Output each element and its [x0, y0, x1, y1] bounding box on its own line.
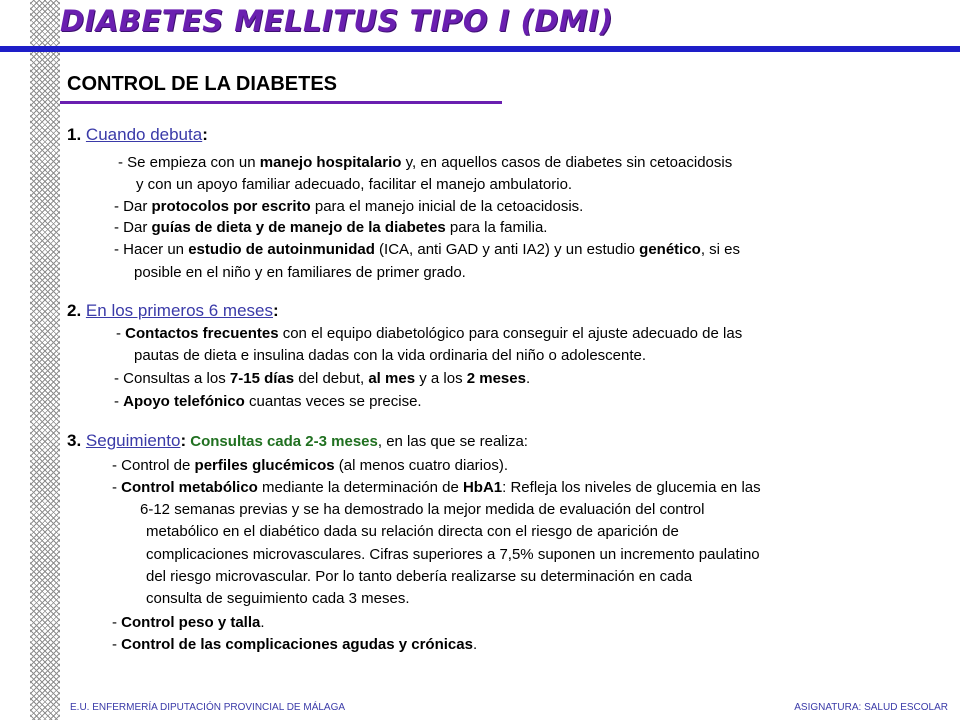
- section-2-line-1: [116, 324, 742, 344]
- text-bold: guías de dieta y de manejo de la diabetes: [151, 219, 446, 236]
- text-bold: Apoyo telefónico: [123, 393, 245, 410]
- section-1-line-2: y con un apoyo familiar adecuado, facilitar el manejo ambulatorio.: [136, 176, 573, 193]
- text: y, en aquellos casos de diabetes sin cetoacidosis: [401, 154, 733, 171]
- section-3-frequency: Consultas cada 2-3 meses: [186, 433, 378, 450]
- text-bold: manejo hospitalario: [259, 154, 402, 171]
- text-bold: HbA1: [462, 479, 503, 496]
- section-1-line-6: posible en el niño y en familiares de primer grado.: [134, 264, 466, 281]
- text-bold: estudio de autoinmunidad: [188, 241, 375, 258]
- text: - Se empieza con un: [118, 154, 260, 171]
- section-3-colon: :: [180, 431, 187, 450]
- section-3-line-5: complicaciones microvasculares. Cifras superiores a 7,5% suponen un incremento paulatino: [146, 546, 760, 563]
- text: para el manejo inicial de la cetoacidosis.: [310, 198, 584, 215]
- subtitle-underline: [60, 101, 502, 104]
- section-3-rest: , en las que se realiza:: [377, 433, 528, 450]
- text: y a los: [415, 370, 467, 387]
- section-1-link[interactable]: Cuando debuta: [85, 125, 203, 144]
- section-1-line-3: [114, 197, 583, 217]
- text: para la familia.: [445, 219, 548, 236]
- text: (al menos cuatro diarios).: [334, 457, 509, 474]
- section-3-line-1: [112, 456, 508, 476]
- section-1-line-5: [114, 240, 740, 260]
- section-1-line-4: [114, 218, 547, 238]
- text-bold: 7-15 días: [229, 370, 295, 387]
- section-2-heading: [67, 300, 279, 322]
- section-2-colon: :: [273, 301, 279, 320]
- section-1-heading: [67, 124, 208, 146]
- text: .: [260, 614, 265, 631]
- section-3-number: 3.: [67, 431, 82, 450]
- text: -: [116, 325, 126, 342]
- text: -: [112, 636, 122, 653]
- text: con el equipo diabetológico para conseguir el ajuste adecuado de las: [278, 325, 743, 342]
- text: .: [472, 636, 478, 653]
- section-3-line-6: del riesgo microvascular. Por lo tanto debería realizarse su determinación en cada: [146, 568, 693, 585]
- section-3-line-4: metabólico en el diabético dada su relación directa con el riesgo de aparición de: [146, 523, 679, 540]
- section-2-line-2: pautas de dieta e insulina dadas con la vida ordinaria del niño o adolescente.: [134, 347, 647, 364]
- text-bold: Control de las complicaciones agudas y crónicas: [121, 636, 473, 653]
- text-bold: protocolos por escrito: [151, 198, 311, 215]
- section-3-line-3: 6-12 semanas previas y se ha demostrado la mejor medida de evaluación del control: [140, 501, 705, 518]
- text: -: [112, 479, 122, 496]
- text: cuantas veces se precise.: [244, 393, 422, 410]
- section-1-line-1: [118, 153, 732, 173]
- text: (ICA, anti GAD y anti IA2) y un estudio: [374, 241, 640, 258]
- text: -: [114, 393, 124, 410]
- text: - Control de: [112, 457, 195, 474]
- text-bold: perfiles glucémicos: [194, 457, 335, 474]
- text-bold: 2 meses: [466, 370, 526, 387]
- text-bold: genético: [639, 241, 701, 258]
- section-3-line-7: consulta de seguimiento cada 3 meses.: [146, 590, 410, 607]
- text: del debut,: [294, 370, 369, 387]
- text: : Refleja los niveles de glucemia en las: [502, 479, 761, 496]
- text: .: [525, 370, 531, 387]
- section-3-line-8: [112, 613, 265, 633]
- text: - Hacer un: [114, 241, 189, 258]
- slide-subtitle: CONTROL DE LA DIABETES: [67, 73, 338, 95]
- footer-left: E.U. ENFERMERÍA DIPUTACIÓN PROVINCIAL DE MÁLAGA: [70, 702, 346, 713]
- text-bold: Control metabólico: [121, 479, 258, 496]
- section-3-heading: [67, 430, 528, 453]
- slide-title: DIABETES MELLITUS TIPO I (DMI): [60, 4, 614, 38]
- section-1-colon: :: [202, 125, 208, 144]
- side-pattern: [30, 0, 60, 720]
- text: -: [112, 614, 122, 631]
- text: , si es: [700, 241, 741, 258]
- section-3-link[interactable]: Seguimiento: [85, 431, 181, 450]
- text-bold: Control peso y talla: [121, 614, 261, 631]
- text-bold: Contactos frecuentes: [125, 325, 279, 342]
- text: mediante la determinación de: [257, 479, 463, 496]
- section-2-number: 2.: [67, 301, 82, 320]
- section-2-line-4: [114, 392, 422, 412]
- text: - Dar: [114, 219, 152, 236]
- section-3-line-9: [112, 635, 477, 655]
- section-1-number: 1.: [67, 125, 82, 144]
- section-2-line-3: [114, 369, 530, 389]
- section-2-link[interactable]: En los primeros 6 meses: [85, 301, 273, 320]
- footer-right: ASIGNATURA: SALUD ESCOLAR: [794, 702, 948, 713]
- text: - Dar: [114, 198, 152, 215]
- section-3-line-2: [112, 478, 761, 498]
- text-bold: al mes: [368, 370, 416, 387]
- title-underline: [0, 46, 960, 52]
- text: - Consultas a los: [114, 370, 230, 387]
